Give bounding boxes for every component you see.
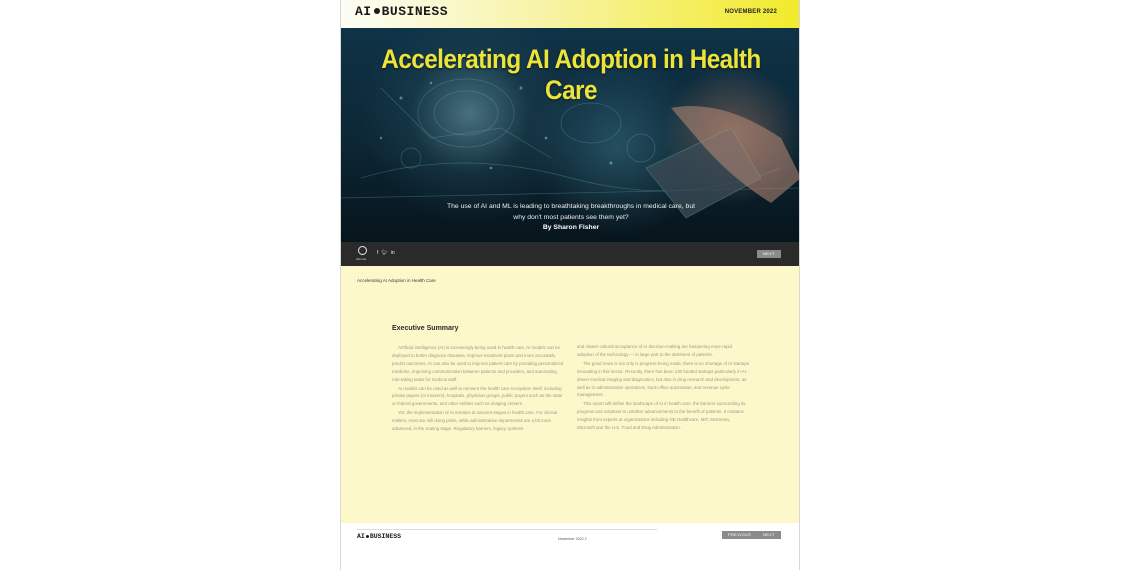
facebook-icon[interactable]: f	[377, 250, 379, 256]
social-links	[377, 250, 398, 256]
footer-logo[interactable]: AI BUSINESS	[357, 533, 402, 540]
content-page	[341, 266, 800, 523]
text-column-left	[392, 344, 564, 434]
informa-ring-icon	[358, 246, 367, 255]
paragraph: The good news is not only is progress being made, there is no shortage of AI startups innovating in this sector. Recently, there has been 130 funded startups particularly in AI-driven medical imaging and diagnostics, but also in drug research and development, as well as in administrative operations, back-office automation, and revenue cycle management.	[577, 360, 749, 398]
paragraph: and slower cultural acceptance of AI decision-making are hampering more rapid adoption of the technology — in large part to the detriment of patients.	[577, 344, 732, 357]
article-author: By Sharon Fisher	[542, 224, 600, 231]
running-title: Accelerating AI Adoption in Health Care	[357, 278, 436, 283]
hero-image	[341, 28, 800, 242]
article-subtitle: The use of AI and ML is leading to breathtaking breakthroughs in medical care, but why don't most patients see them yet?	[447, 203, 695, 221]
page-footer	[341, 523, 800, 570]
paragraph: Yet, the implementation of AI remains at nascent stages in health care. For clinical entities, most are still doing pilots, while administrative departments are a bit more advanced, in the scaling stage. Regulatory barriers, legacy systems	[392, 410, 558, 432]
informa-logo[interactable]: informa	[356, 244, 370, 262]
ai-business-logo[interactable]: AI BUSINESS	[355, 4, 449, 19]
linkedin-icon[interactable]: in	[390, 250, 395, 256]
issue-date: NOVEMBER 2022	[724, 9, 777, 15]
footer-divider	[357, 529, 657, 530]
social-strip	[341, 242, 800, 266]
top-header	[341, 0, 800, 28]
section-title: Executive Summary	[392, 325, 459, 332]
paragraph: Artificial intelligence (AI) is increasingly being used in health care. AI models can be deployed to better diagnose diseases, improve treatment plans and more accurately predict outcomes. AI can also be used to improve patient care by providing personalized medicine, improving communication between patients and providers, and automating rote-taking tasks for medical staff.	[392, 345, 564, 382]
magazine-page	[340, 0, 800, 570]
logo-dot	[366, 535, 369, 538]
footer-date-page: November 2022 2	[558, 537, 587, 541]
twitter-icon[interactable]: 🐦︎	[381, 250, 388, 256]
article-title: Accelerating AI Adoption in Health Care	[381, 44, 761, 105]
previous-button[interactable]: PREVIOUS	[722, 531, 757, 539]
logo-dot	[374, 8, 380, 14]
next-button-top[interactable]: NEXT	[757, 250, 781, 258]
text-column-right	[577, 343, 749, 433]
next-button-bottom[interactable]: NEXT	[757, 531, 781, 539]
paragraph: AI models can be used as well to reinvent the health care ecosystem itself, including private payers (or insurers), hospitals, physician groups, public payers such as the state or federal governments, and other entities such as imaging centers.	[392, 385, 563, 407]
paragraph: This report will define the landscape of AI in health care, the barriers surrounding its progress and solutions to untether advancements to the benefit of patients. It contains insights from experts at organizations including GE Healthcare, MIT, McKinsey, Microsoft and the U.S. Food and Drug Administration.	[577, 401, 746, 431]
